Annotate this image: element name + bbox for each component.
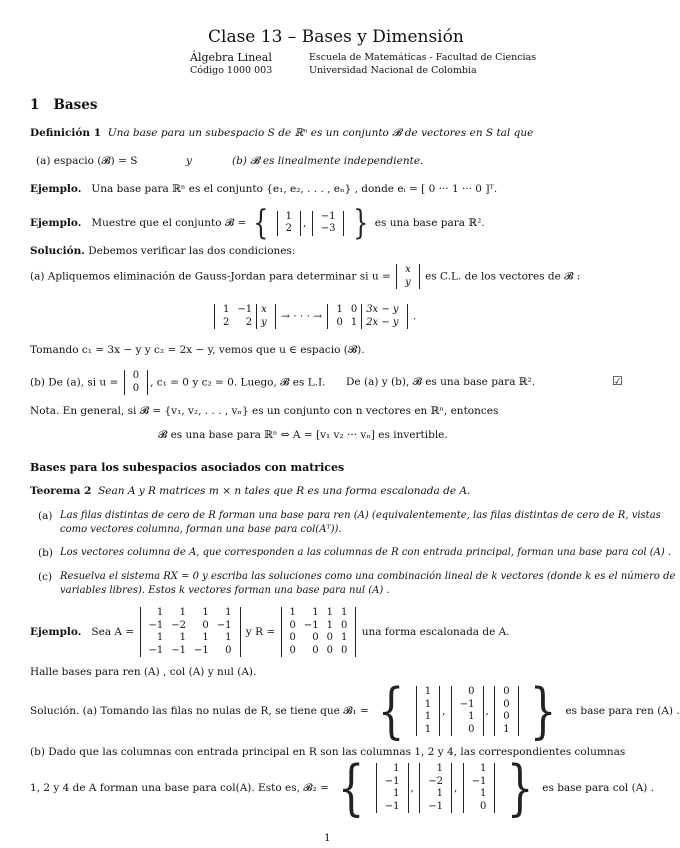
definition-1 [30, 127, 533, 140]
course-name: Álgebra Lineal [190, 51, 272, 64]
part-b-text: (b) De (a), si u = [30, 376, 119, 389]
section-number: 1 [30, 97, 40, 113]
solution-text: 1, 2 y 4 de A forman una base para col(A). Esto es, 𝓑₂ = [30, 782, 329, 794]
period: . [412, 310, 417, 323]
tomando-line: Tomando c₁ = 3x − y y c₂ = 2x − y, vemos que u ∈ espacio (𝓑). [30, 344, 365, 356]
example-text: Muestre que el conjunto 𝓑 = [91, 217, 247, 229]
example-label: Ejemplo. [30, 183, 82, 195]
left-brace: { [337, 753, 365, 823]
example-text-mid: y R = [245, 626, 276, 638]
solution-1 [30, 245, 295, 258]
definition-cond-b: (b) 𝓑 es linealmente independiente. [232, 155, 424, 167]
page-number: 1 [324, 832, 331, 844]
example-text: Una base para ℝⁿ es el conjunto {e₁, e₂, . . . , eₙ} , donde eᵢ = [ 0 ··· 1 ··· 0 ]ᵀ. [91, 183, 498, 195]
example-label: Ejemplo. [30, 217, 82, 229]
part-a-text: (a) Apliquemos eliminación de Gauss-Jordan para determinar si u = [30, 270, 391, 283]
subsection-heading: Bases para los subespacios asociados con matrices [30, 461, 345, 474]
part-b-text-mid: , c₁ = 0 y c₂ = 0. Luego, 𝓑 es L.I. [150, 376, 326, 389]
right-brace: } [529, 676, 557, 746]
example-1 [30, 183, 497, 196]
reduction-arrow: → · · · → [281, 310, 323, 323]
qed-check-icon: ☑ [612, 374, 623, 388]
augmented-matrix-right: 1 0 3x − y 0 1 2x − y [327, 304, 407, 329]
example-text-end: es una base para ℝ². [374, 217, 485, 229]
vector-2: −1 −3 [312, 211, 345, 236]
augmented-reduction [212, 304, 416, 329]
basis-vector-1: 1 1 1 1 [416, 686, 440, 736]
solution-text-end: es base para ren (A) . [565, 705, 680, 717]
theorem-item-a-label: (a) [38, 510, 53, 522]
basis-vector-3: 0 0 0 1 [494, 686, 518, 736]
theorem-label: Teorema 2 [30, 485, 92, 497]
school-name: Escuela de Matemáticas - Facultad de Ciencias [309, 52, 537, 63]
theorem-item-b-label: (b) [38, 547, 53, 559]
note-equivalence: 𝓑 es una base para ℝⁿ ⇔ A = [v₁ v₂ ··· vₙ] es invertible. [158, 429, 448, 441]
basis-vector-2: 0 −1 1 0 [451, 686, 484, 736]
section-heading [30, 97, 97, 113]
right-brace: } [506, 753, 534, 823]
theorem-2 [30, 485, 470, 498]
theorem-item-c-label: (c) [38, 571, 53, 583]
left-brace: { [377, 676, 405, 746]
augmented-matrix-left: 1 −1 x 2 2 y [214, 304, 276, 329]
section-title: Bases [53, 97, 98, 113]
definition-cond-a: (a) espacio (𝓑) = S [36, 155, 138, 167]
solution-2: Solución. (a) Tomando las filas no nulas de R, se tiene que 𝓑₁ = { 1 1 1 1 , 0 −1 1 0 , 0 0 0 1 } es base para ren (A) . [30, 676, 680, 746]
left-brace: { [252, 203, 269, 243]
theorem-item-a-cont: como vectores columna, forman una base para col(Aᵀ)). [60, 524, 342, 535]
matrix-R: 1 1 1 1 0 −1 1 0 0 0 0 1 0 0 0 0 [281, 607, 357, 657]
part-a [30, 264, 580, 289]
solution-b-line: (b) Dado que las columnas con entrada principal en R son las columnas 1, 2 y 4, las correspondientes columnas [30, 746, 626, 758]
theorem-item-c-cont: variables libres). Estos k vectores forman una base para nul (A) . [60, 585, 390, 596]
basis-vector-2: 1 −2 1 −1 [419, 763, 452, 813]
solution-label: Solución. [30, 245, 85, 257]
basis-vector-1: 1 −1 1 −1 [376, 763, 409, 813]
solution-b: 1, 2 y 4 de A forman una base para col(A). Esto es, 𝓑₂ = { 1 −1 1 −1 , 1 −2 1 −1 , 1 −1 1 0 } es base para col (A) . [30, 753, 655, 823]
theorem-item-a: Las filas distintas de cero de R forman una base para ren (A) (equivalentemente, las filas distintas de cero de R, vistas [60, 510, 661, 521]
part-b-conclusion: De (a) y (b), 𝓑 es una base para ℝ². [346, 376, 536, 388]
theorem-item-c: Resuelva el sistema RX = 0 y escriba las soluciones como una combinación lineal de k vectores (donde k es el número de [60, 571, 676, 582]
part-a-text-end: es C.L. de los vectores de 𝓑 : [425, 270, 581, 283]
basis-vector-3: 1 −1 1 0 [463, 763, 496, 813]
example-label: Ejemplo. [30, 626, 82, 638]
theorem-item-b: Los vectores columna de A, que corresponden a las columnas de R con entrada principal, forman una base para col (A) . [60, 547, 672, 558]
part-b [30, 370, 326, 395]
example-3 [30, 607, 510, 657]
example-text-end: una forma escalonada de A. [361, 626, 510, 638]
note: Nota. En general, si 𝓑 = {v₁, v₂, . . . , vₙ} es un conjunto con n vectores en ℝⁿ, entonces [30, 405, 499, 417]
definition-and: y [186, 155, 192, 167]
solution-text: Solución. (a) Tomando las filas no nulas de R, se tiene que 𝓑₁ = [30, 705, 369, 717]
definition-text: Una base para un subespacio S de ℝⁿ es un conjunto 𝓑 de vectores en S tal que [107, 127, 534, 139]
definition-label: Definición 1 [30, 127, 102, 139]
example-text: Sea A = [91, 626, 135, 638]
example-3-task: Halle bases para ren (A) , col (A) y nul (A). [30, 666, 257, 678]
vector-u: x y [396, 264, 420, 289]
theorem-text: Sean A y R matrices m × n tales que R es una forma escalonada de A. [98, 485, 471, 497]
solution-text: Debemos verificar las dos condiciones: [88, 245, 296, 257]
vector-1: 1 2 [277, 211, 301, 236]
page-title: Clase 13 – Bases y Dimensión [208, 27, 464, 47]
example-2: Ejemplo. Muestre que el conjunto 𝓑 = { 1 2 , −1 −3 } es una base para ℝ². [30, 203, 485, 243]
matrix-A: 1 1 1 1 −1 −2 0 −1 1 1 1 1 −1 −1 −1 0 [140, 607, 241, 657]
course-code: Código 1000 003 [190, 65, 273, 76]
vector-zero: 0 0 [124, 370, 148, 395]
solution-text-end: es base para col (A) . [542, 782, 655, 794]
right-brace: } [353, 203, 369, 243]
university-name: Universidad Nacional de Colombia [309, 65, 477, 76]
